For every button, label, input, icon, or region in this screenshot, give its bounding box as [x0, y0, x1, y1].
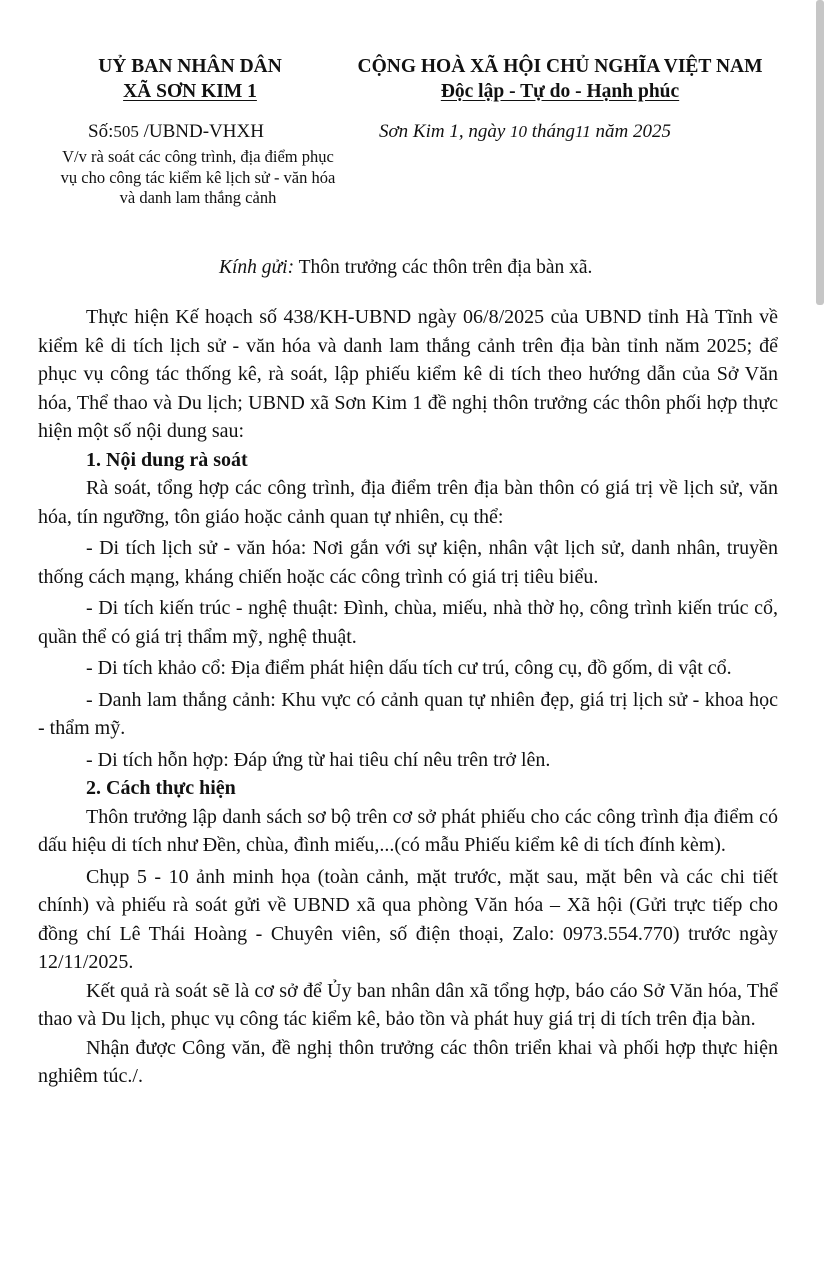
section-2-paragraph-1: Thôn trưởng lập danh sách sơ bộ trên cơ sở phát phiếu cho các công trình địa điểm có dấu hiệu di tích như Đền, chùa, đình miếu,...(có mẫu Phiếu kiểm kê di tích đính kèm). [38, 805, 778, 856]
recipient-label: Kính gửi: [219, 257, 295, 278]
recipient-line [219, 257, 592, 279]
recipient-text: Thôn trưởng các thôn trên địa bàn xã. [294, 257, 593, 278]
motto-line [326, 79, 794, 104]
national-motto [326, 54, 794, 104]
date-year: năm 2025 [590, 121, 672, 142]
list-item-mixed: - Di tích hỗn hợp: Đáp ứng từ hai tiêu chí nêu trên trở lên. [86, 748, 551, 771]
section-1-intro: Rà soát, tổng hợp các công trình, địa điểm trên địa bàn thôn có giá trị về lịch sử, văn hóa, tín ngưỡng, tôn giáo hoặc cảnh quan tự nhiên, cụ thể: [38, 477, 778, 528]
list-item-historical: - Di tích lịch sử - văn hóa: Nơi gắn với sự kiện, nhân vật lịch sử, danh nhân, truyền thống cách mạng, kháng chiến hoặc các công trình có giá trị tiêu biểu. [38, 537, 778, 588]
vertical-scrollbar[interactable] [816, 0, 824, 305]
doc-number-suffix: /UBND-VHXH [138, 121, 264, 142]
doc-number-value: 505 [113, 122, 139, 141]
date-month: 11 [575, 122, 591, 141]
intro-paragraph: Thực hiện Kế hoạch số 438/KH-UBND ngày 06/8/2025 của UBND tỉnh Hà Tĩnh về kiểm kê di tích lịch sử - văn hóa và danh lam thắng cảnh trên địa bàn tỉnh năm 2025; để phục vụ công tác thống kê, rà soát, lập phiếu kiểm kê di tích theo hướng dẫn của Sở Văn hóa, Thể thao và Du lịch; UBND xã Sơn Kim 1 đề nghị thôn trưởng các thôn phối hợp thực hiện một số nội dung sau: [38, 306, 778, 442]
issue-date [379, 121, 671, 143]
document-subject: V/v rà soát các công trình, địa điểm phục vụ cho công tác kiểm kê lịch sử - văn hóa và danh lam thắng cảnh [60, 147, 336, 207]
section-2-heading: 2. Cách thực hiện [86, 777, 236, 799]
closing-paragraph: Nhận được Công văn, đề nghị thôn trưởng các thôn triển khai và phối hợp thực hiện nghiêm túc./. [38, 1036, 778, 1087]
date-month-label: tháng [527, 121, 576, 142]
issuing-authority [70, 54, 310, 104]
list-item-archaeology: - Di tích khảo cổ: Địa điểm phát hiện dấu tích cư trú, công cụ, đồ gốm, di vật cổ. [86, 657, 732, 679]
document-body [38, 303, 778, 1091]
date-place: Sơn Kim 1, ngày [379, 121, 510, 142]
section-1-heading: 1. Nội dung rà soát [86, 448, 248, 471]
motto-text: Độc lập - Tự do - Hạnh phúc [440, 81, 680, 102]
section-2-paragraph-3: Kết quả rà soát sẽ là cơ sở để Ủy ban nhân dân xã tổng hợp, báo cáo Sở Văn hóa, Thể thao và Du lịch, phục vụ công tác kiểm kê, bảo tồn và phát huy giá trị di tích trên địa bàn. [38, 979, 778, 1030]
authority-line-2 [70, 79, 310, 104]
document-number [88, 121, 264, 143]
date-day: 10 [510, 122, 527, 141]
list-item-landscape: - Danh lam thắng cảnh: Khu vực có cảnh quan tự nhiên đẹp, giá trị lịch sử - khoa học - thẩm mỹ. [38, 688, 778, 739]
doc-number-prefix: Số: [88, 121, 114, 142]
authority-name: XÃ SƠN KIM 1 [123, 81, 257, 102]
section-2-paragraph-2: Chụp 5 - 10 ảnh minh họa (toàn cảnh, mặt trước, mặt sau, mặt bên và các chi tiết chính) và phiếu rà soát gửi về UBND xã qua phòng Văn hóa – Xã hội (Gửi trực tiếp cho đồng chí Lê Thái Hoàng - Chuyên viên, số điện thoại, Zalo: 0973.554.770) trước ngày 12/11/2025. [38, 865, 778, 973]
list-item-architecture: - Di tích kiến trúc - nghệ thuật: Đình, chùa, miếu, nhà thờ họ, công trình kiến trúc cổ, quần thể có giá trị thẩm mỹ, nghệ thuật. [38, 597, 778, 648]
authority-line-1: UỶ BAN NHÂN DÂN [98, 56, 282, 77]
country-name: CỘNG HOÀ XÃ HỘI CHỦ NGHĨA VIỆT NAM [357, 56, 763, 77]
